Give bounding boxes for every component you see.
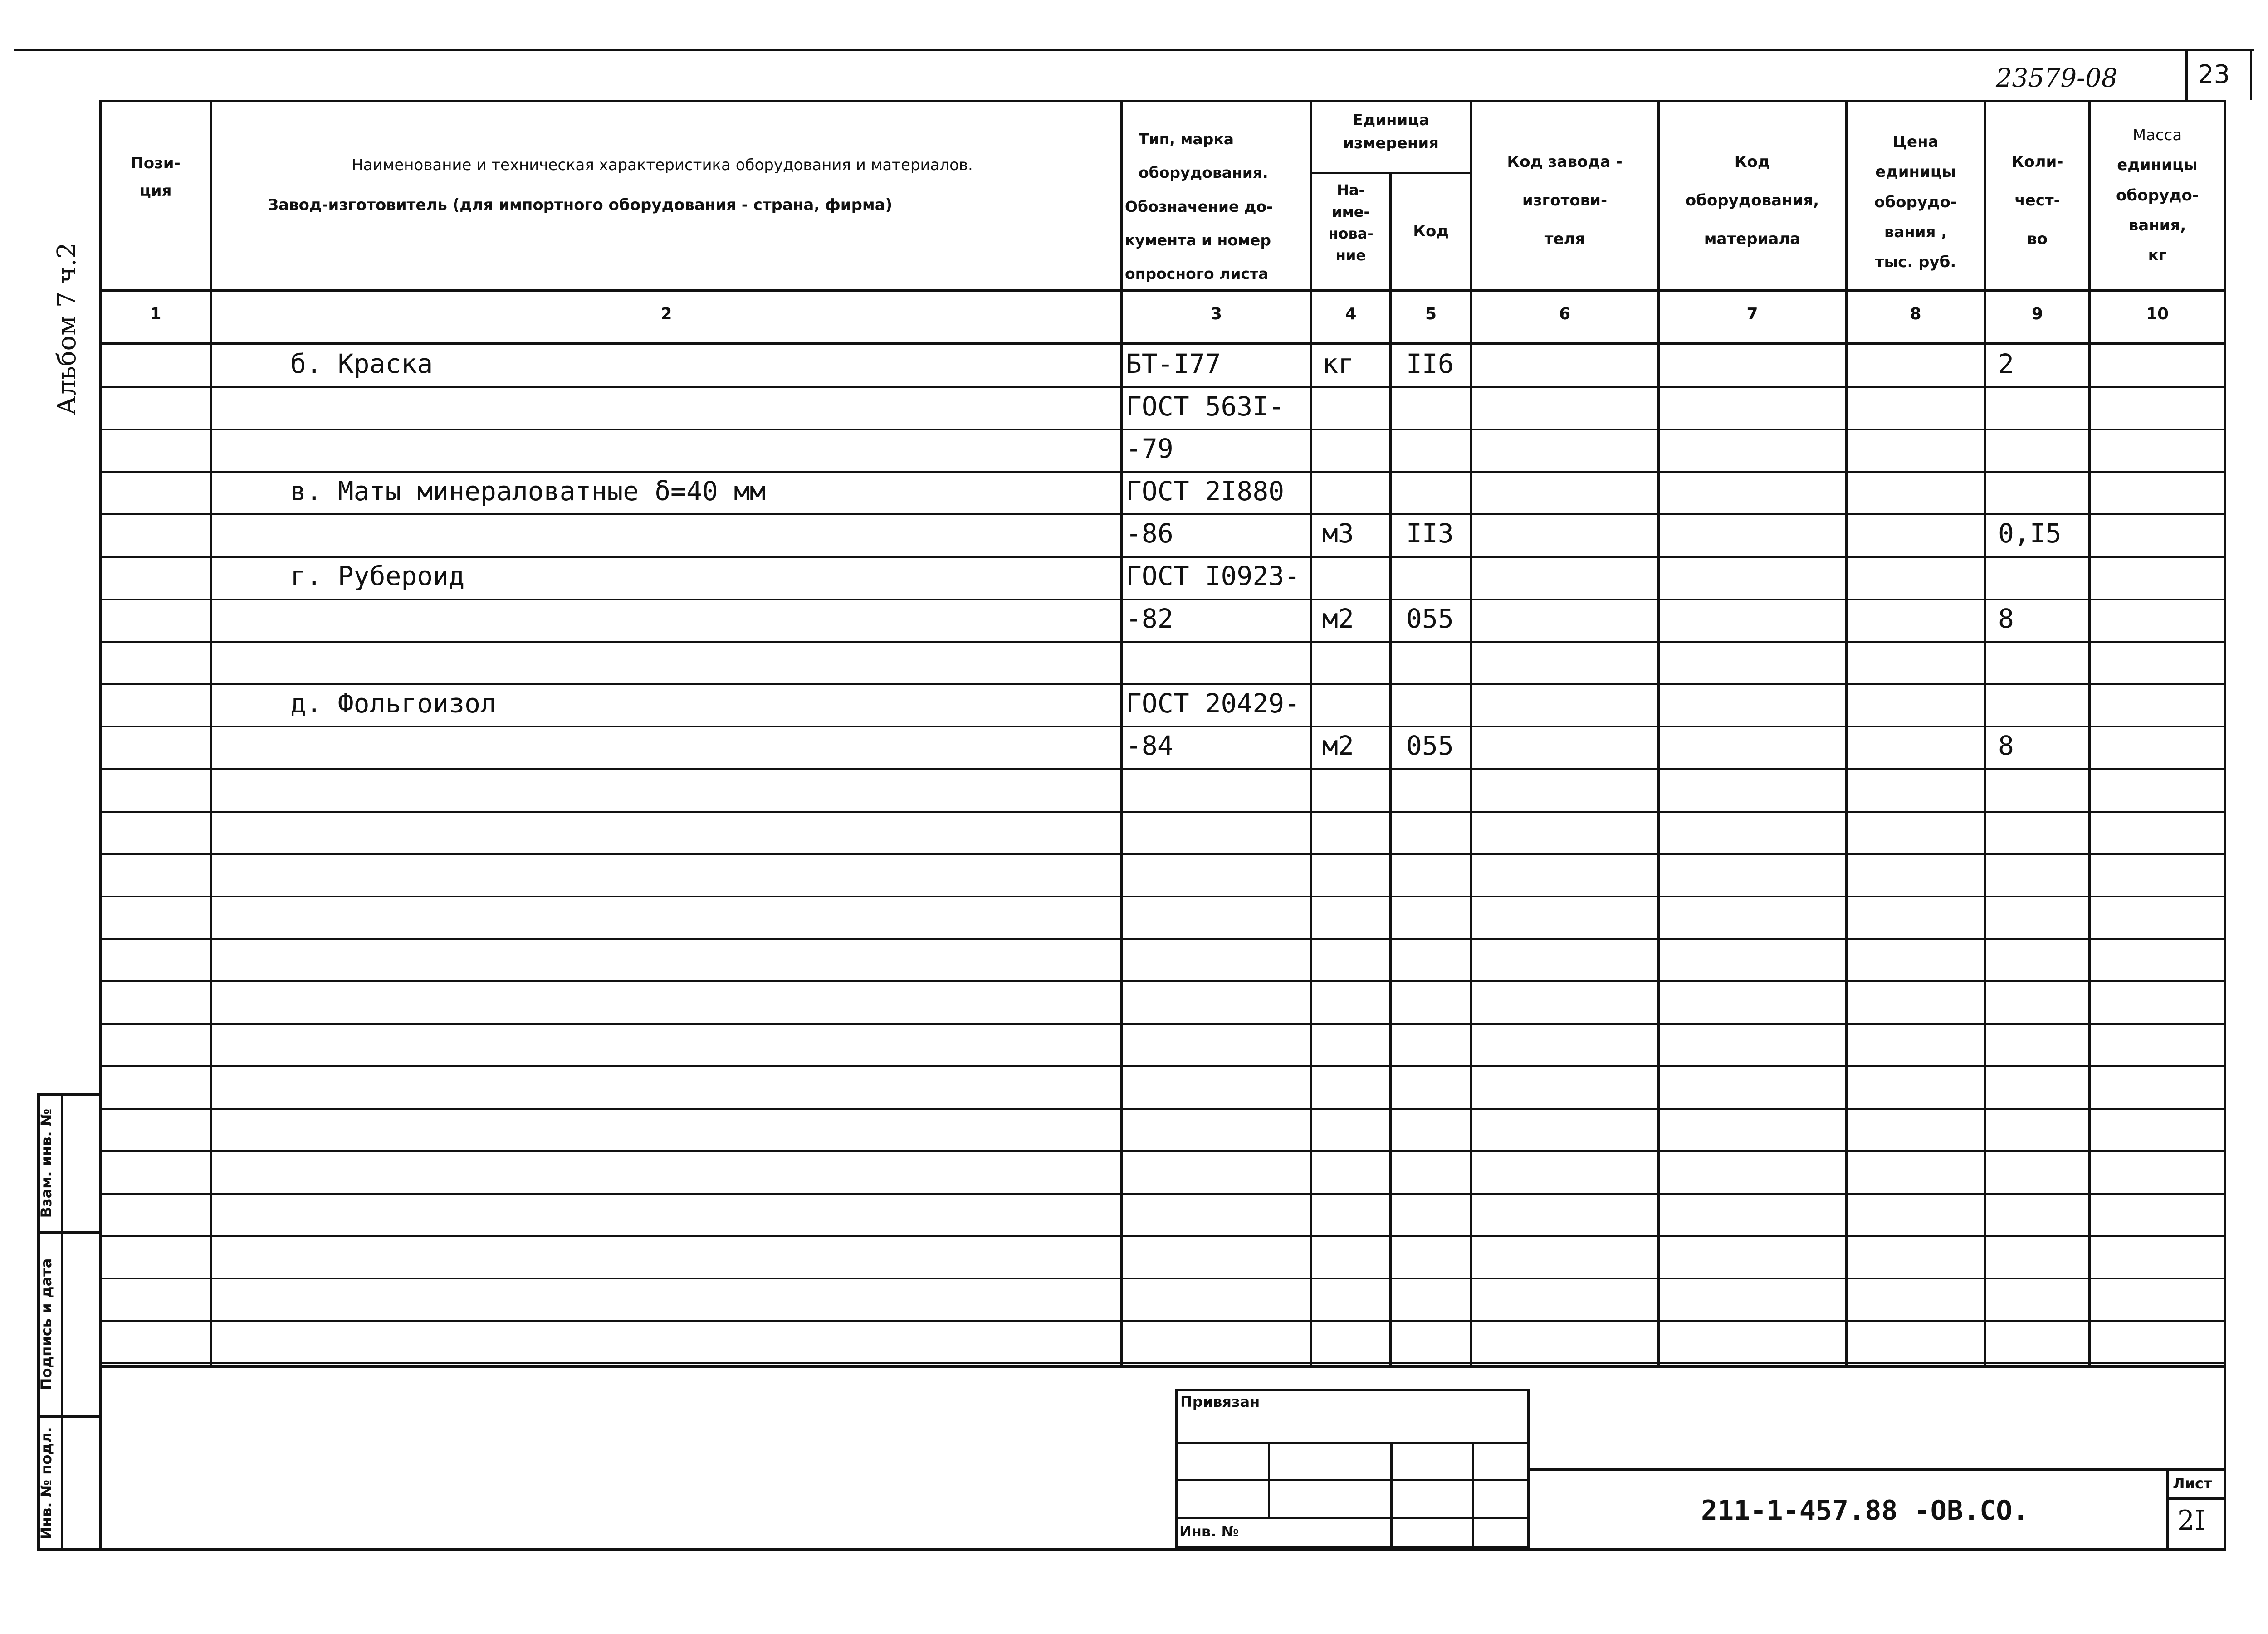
row-line	[99, 1320, 2226, 1322]
header-qty	[1986, 143, 2088, 259]
privyazan-col-1	[1268, 1442, 1270, 1517]
header-factory-code-line: теля	[1544, 230, 1585, 248]
cell-unit: м2	[1322, 730, 1354, 761]
strip-div-1	[37, 1231, 101, 1234]
header-price-line: оборудо-	[1874, 193, 1957, 211]
header-name	[218, 145, 1107, 225]
strip-mid	[61, 1093, 63, 1551]
header-mass	[2091, 120, 2224, 270]
header-factory-code-line: изготови-	[1522, 191, 1608, 210]
row-line	[99, 1235, 2226, 1237]
privyazan-col-3	[1472, 1442, 1474, 1549]
page-box-right	[2250, 51, 2252, 100]
header-unit-line: Единица	[1352, 111, 1430, 129]
header-pos-line: Пози-	[131, 154, 181, 172]
col-line-6	[1657, 100, 1660, 1365]
privyazan-label: Привязан	[1180, 1393, 1260, 1410]
page-number: 23	[2198, 60, 2230, 89]
row-line	[99, 1108, 2226, 1110]
row-line	[99, 1065, 2226, 1067]
header-type-line: кумента и номер	[1125, 231, 1271, 249]
row-line	[99, 726, 2226, 727]
header-price-line: тыс. руб.	[1875, 253, 1956, 272]
strip-bottom	[37, 1548, 2226, 1551]
header-unit-name-line: На-	[1337, 181, 1365, 199]
cell-qty: 8	[1998, 730, 2014, 761]
header-mass-line: Масса	[2132, 126, 2182, 144]
cell-type: -79	[1126, 433, 1173, 464]
cell-type: БТ-I77	[1126, 348, 1221, 379]
row-line	[99, 556, 2226, 558]
header-unit-name-line: ние	[1335, 247, 1366, 264]
cell-type: ГОСТ 563I-	[1126, 391, 1285, 422]
cell-code: II3	[1406, 518, 1454, 549]
column-number-3: 3	[1210, 305, 1222, 323]
album-label: Альбом 7 ч.2	[52, 242, 82, 415]
header-qty-line: чест-	[2014, 191, 2060, 210]
vzam-label: Взам. инв. №	[38, 1108, 55, 1218]
row-line	[99, 768, 2226, 770]
row-line	[99, 641, 2226, 643]
header-factory-code	[1472, 143, 1657, 259]
top-rule	[14, 49, 2254, 51]
column-number-2: 2	[660, 305, 672, 323]
column-number-4: 4	[1345, 305, 1357, 323]
header-mass-line: единицы	[2117, 156, 2198, 175]
header-pos-line: ция	[139, 182, 172, 200]
row-line	[99, 513, 2226, 515]
cell-code: 055	[1406, 730, 1454, 761]
column-number-9: 9	[2031, 305, 2043, 323]
cell-name: в. Маты минераловатные δ=40 мм	[290, 476, 766, 507]
header-unit	[1312, 109, 1470, 155]
header-unit-name-line: име-	[1332, 203, 1370, 220]
col-line-3	[1310, 100, 1312, 1365]
row-line	[99, 1193, 2226, 1195]
title-block-line	[1530, 1468, 2226, 1471]
row-line	[99, 938, 2226, 940]
header-name-line: Завод-изготовитель (для импортного оборудования - страна, фирма)	[268, 196, 893, 215]
sheet-box-divider	[2166, 1497, 2226, 1500]
column-number-7: 7	[1746, 305, 1758, 323]
privyazan-row-2	[1175, 1479, 1530, 1481]
cell-type: ГОСТ 2I880	[1126, 476, 1285, 507]
row-line	[99, 896, 2226, 897]
header-mass-line: вания,	[2128, 216, 2186, 234]
col-line-2	[1120, 100, 1123, 1365]
cell-type: -84	[1126, 730, 1173, 761]
header-qty-line: Коли-	[2011, 153, 2063, 171]
row-line	[99, 980, 2226, 982]
sheet-number: 2I	[2177, 1505, 2205, 1536]
cell-type: ГОСТ 20429-	[1126, 688, 1300, 719]
row-line	[99, 683, 2226, 685]
row-line	[99, 429, 2226, 430]
col-line-7	[1845, 100, 1848, 1365]
sheet-label: Лист	[2173, 1475, 2212, 1492]
header-equip-code-line: Код	[1734, 153, 1770, 171]
header-equip-code-line: материала	[1704, 230, 1801, 248]
header-type-line: Обозначение до-	[1125, 197, 1273, 215]
cell-code: 055	[1406, 603, 1454, 634]
row-line	[99, 1023, 2226, 1025]
inv-podl-label: Инв. № подл.	[38, 1427, 55, 1539]
document-designation: 211-1-457.88 -ОВ.СО.	[1701, 1495, 2029, 1527]
row-line	[99, 599, 2226, 600]
column-number-6: 6	[1559, 305, 1571, 323]
header-price-line: единицы	[1875, 163, 1956, 181]
column-number-8: 8	[1910, 305, 1921, 323]
cell-type: ГОСТ I0923-	[1126, 561, 1300, 591]
stamp-right	[2224, 1365, 2226, 1551]
cell-unit: м2	[1322, 603, 1354, 634]
header-type-line: Тип, марка	[1139, 130, 1234, 148]
strip-right	[99, 1093, 102, 1551]
header-mass-line: кг	[2148, 246, 2167, 265]
row-line	[99, 386, 2226, 388]
cell-name: д. Фольгоизол	[290, 688, 496, 719]
privyazan-col-2	[1390, 1442, 1393, 1549]
inv-no-label: Инв. №	[1179, 1523, 1239, 1540]
header-price-line: Цена	[1892, 133, 1939, 151]
numbers-bottom	[99, 342, 2226, 345]
header-price-line: вания ,	[1884, 223, 1947, 241]
cell-unit: кг	[1322, 348, 1354, 379]
header-equip-code	[1660, 143, 1845, 259]
privyazan-row-3	[1175, 1517, 1530, 1519]
cell-qty: 8	[1998, 603, 2014, 634]
cell-type: -82	[1126, 603, 1173, 634]
doc-number: 23579-08	[1996, 63, 2118, 93]
col-line-1	[210, 100, 212, 1365]
page-box-left	[2185, 51, 2188, 100]
column-number-10: 10	[2146, 305, 2169, 323]
row-line	[99, 811, 2226, 813]
header-price	[1848, 127, 1984, 277]
cell-type: -86	[1126, 518, 1173, 549]
cell-qty: 2	[1998, 348, 2014, 379]
header-qty-line: во	[2027, 230, 2048, 248]
column-number-1: 1	[150, 305, 161, 323]
row-line	[99, 1278, 2226, 1279]
header-name-line: Наименование и техническая характеристика оборудования и материалов.	[352, 156, 973, 174]
cell-unit: м3	[1322, 518, 1354, 549]
header-factory-code-line: Код завода -	[1507, 153, 1623, 171]
col-line-8	[1984, 100, 1986, 1365]
column-number-5: 5	[1425, 305, 1437, 323]
header-type-line: оборудования.	[1139, 164, 1268, 182]
header-equip-code-line: оборудования,	[1685, 191, 1819, 210]
row-line	[99, 1150, 2226, 1152]
header-unit-line: измерения	[1343, 134, 1439, 152]
sheet-box-left	[2166, 1468, 2169, 1549]
header-unit-code: Код	[1413, 222, 1449, 240]
cell-code: II6	[1406, 348, 1454, 379]
header-unit-name-line: нова-	[1328, 225, 1374, 242]
row-line	[99, 471, 2226, 473]
privyazan-row-1	[1175, 1442, 1530, 1444]
stamp-top	[99, 1365, 2226, 1368]
header-unit-name	[1312, 179, 1389, 266]
cell-name: б. Краска	[290, 348, 433, 379]
table-top	[99, 100, 2226, 102]
row-line	[99, 1362, 2226, 1364]
col-line-10	[2224, 100, 2226, 1365]
header-type	[1125, 122, 1308, 291]
header-type-line: опросного листа	[1125, 265, 1269, 283]
header-mass-line: оборудо-	[2116, 186, 2199, 205]
cell-name: г. Рубероид	[290, 561, 465, 591]
cell-qty: 0,I5	[1998, 518, 2062, 549]
col-line-5	[1470, 100, 1472, 1365]
row-line	[99, 853, 2226, 855]
podpis-label: Подпись и дата	[38, 1258, 55, 1390]
header-pos	[102, 150, 210, 205]
